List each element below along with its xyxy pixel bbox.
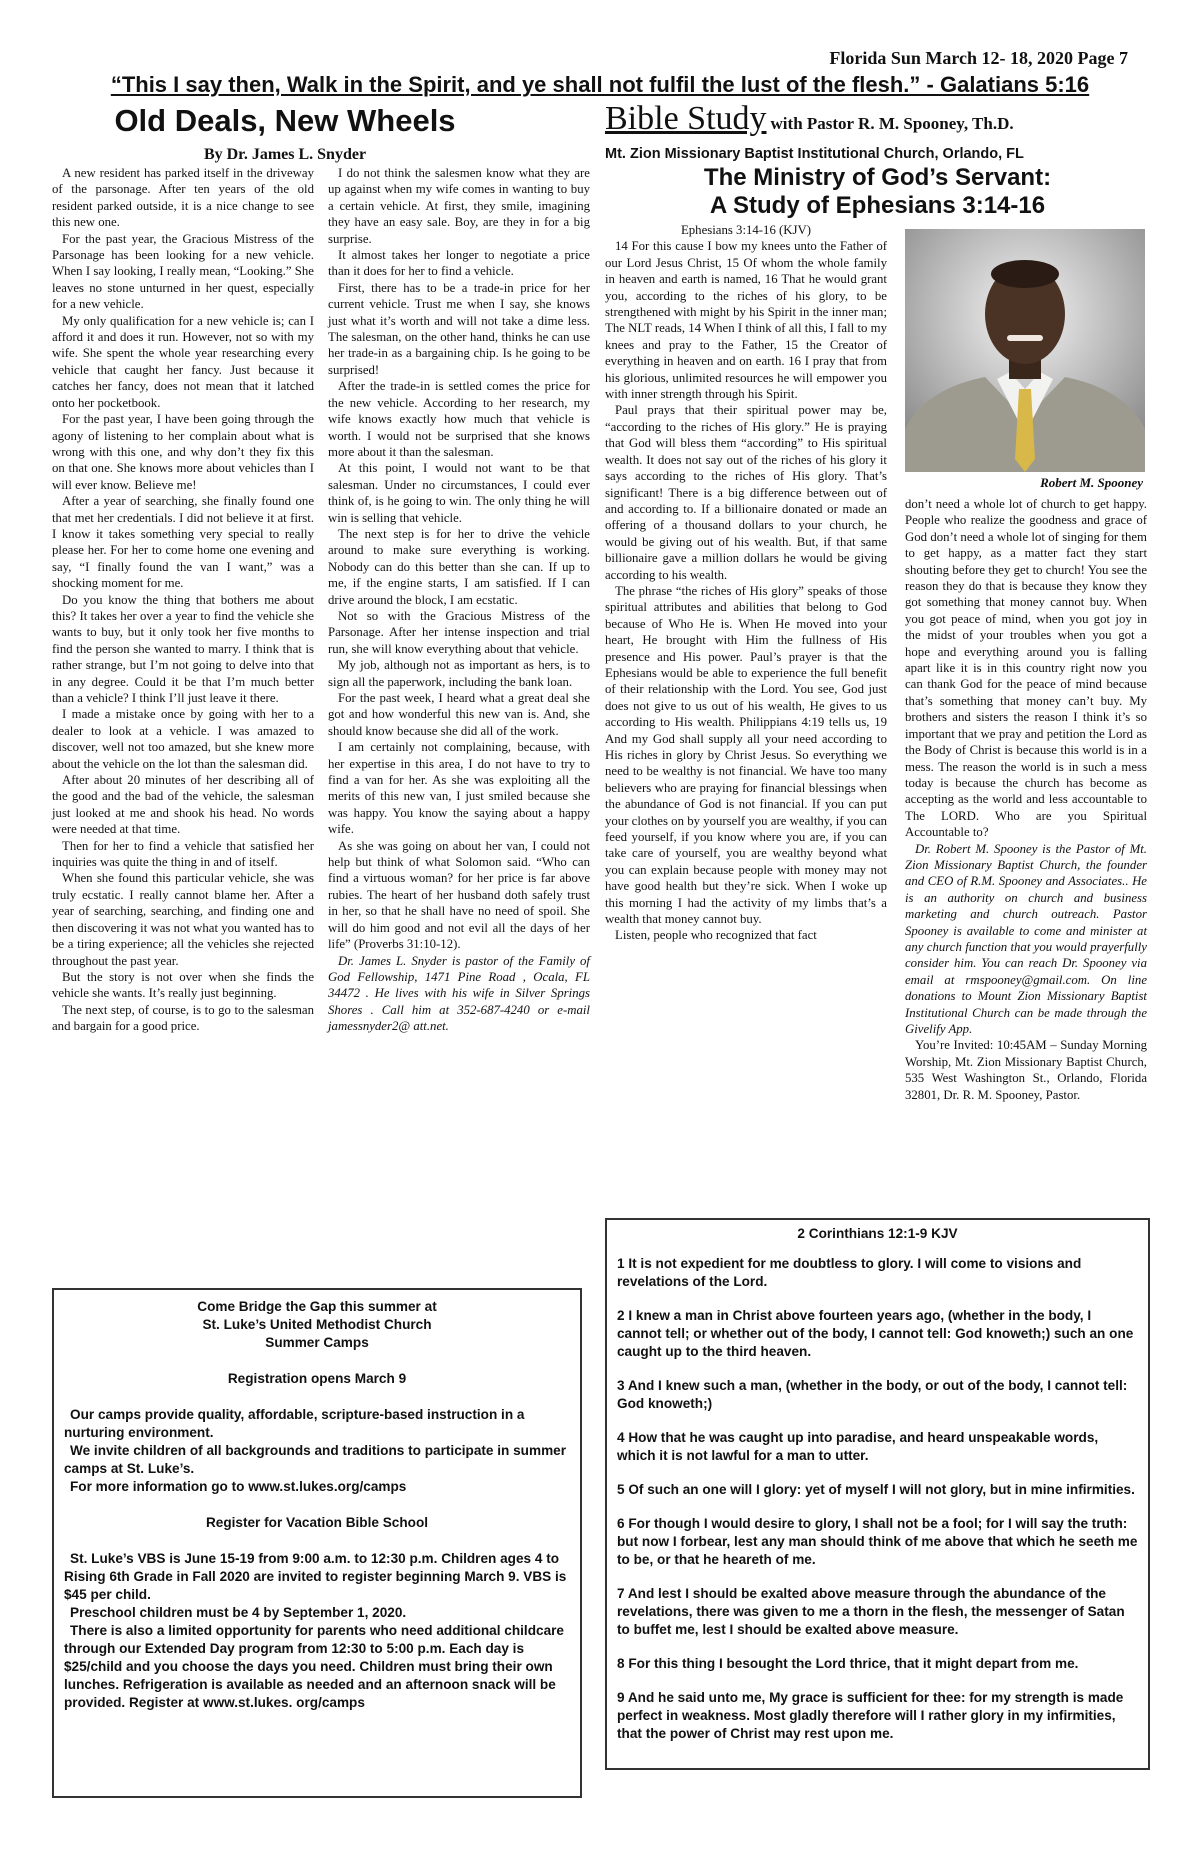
verse: 6 For though I would desire to glory, I shall not be a fool; for I will say the truth: but now I forbear, lest any man should think of me above that which he seeth me to be, or that he heareth of me. — [617, 1516, 1138, 1567]
camps-paragraph: Preschool children must be 4 by September 1, 2020. — [70, 1605, 407, 1620]
camps-paragraph: We invite children of all backgrounds and traditions to participate in summer camps at St. Luke’s. — [64, 1443, 567, 1476]
verse: 3 And I knew such a man, (whether in the body, or out of the body, I cannot tell: God knoweth;) — [617, 1378, 1128, 1411]
banner-quote: “This I say then, Walk in the Spirit, and ye shall not fulfil the lust of the flesh.” - Galatians 5:16 — [110, 72, 1090, 97]
paragraph: I do not think the salesmen know what they are up against when my wife comes in wanting to buy a certain vehicle. At first, they smile, imagining they have an easy sale. Boy, are they in for a big surprise. — [328, 166, 590, 246]
article1-column-1 — [52, 165, 314, 1035]
section-title: Bible Study — [605, 100, 767, 137]
camps-paragraph: St. Luke’s VBS is June 15-19 from 9:00 a.m. to 12:30 p.m. Children ages 4 to Rising 6th Grade in Fall 2020 are invited to register beginning March 9. VBS is $45 per child. — [64, 1551, 567, 1602]
camps-heading-1: Come Bridge the Gap this summer at — [197, 1299, 437, 1314]
verse: 8 For this thing I besought the Lord thrice, that it might depart from me. — [617, 1656, 1079, 1671]
corinthians-box — [605, 1218, 1150, 1770]
paragraph: After a year of searching, she finally found one that met her credentials. I did not believe it at first. I know it takes something very special to really please her. For her to come home one evening and say, “I finally found the van I want,” was a shocking moment for me. — [52, 494, 314, 591]
camps-paragraph: There is also a limited opportunity for parents who need additional childcare through our Extended Day program from 12:30 to 5:00 p.m. Each day is $25/child and you choose the days you need. Children must bring their own lunches. Refrigeration is available as needed and an afternoon snack will be provided. Register at www.st.lukes. org/camps — [64, 1623, 564, 1710]
summer-camps-box — [52, 1288, 582, 1798]
article-title-old-deals: Old Deals, New Wheels — [114, 103, 456, 138]
paragraph: The next step, of course, is to go to the salesman and bargain for a good price. — [52, 1002, 314, 1034]
camps-paragraph: Our camps provide quality, affordable, scripture-based instruction in a nurturing environment. — [64, 1407, 525, 1440]
paragraph: After the trade-in is settled comes the price for the new vehicle. According to her research, my wife knows exactly how much that vehicle is worth. I would not be surprised that she knows more about it than the salesman. — [328, 379, 590, 459]
paragraph: After about 20 minutes of her describing all of the good and the bad of the vehicle, the salesman just looked at me and shook his head. No words were needed at that time. — [52, 773, 314, 837]
paragraph: I made a mistake once by going with her to a dealer to look at a vehicle. I was amazed to discover, well not too amazed, but she knew more about the vehicle on the lot than the salesman did. — [52, 707, 314, 771]
article-title-ministry — [605, 164, 1150, 220]
section-subtitle: with Pastor R. M. Spooney, Th.D. — [770, 114, 1014, 133]
bible-study-header — [605, 100, 1014, 138]
registration-notice: Registration opens March 9 — [227, 1371, 407, 1386]
paragraph: The phrase “the riches of His glory” speaks of those spiritual attributes and abilities that belong to God because of Who He is. When He moved into your heart, He brought with Him the fullness of His presence and His power. Paul’s prayer is that the Ephesians would be able to experience the full benefit of their relationship with the Lord. You see, God just does not give to us out of his wealth, He gives to us according to His wealth. Philippians 4:19 tells us, 19 And my God shall supply all your need according to His riches in glory by Christ Jesus. So everything we need to be wealthy is not financial. We have too many believers who are praying for financial blessings when the abundance of God is not financial. If you can put your clothes on by yourself you are wealthy, if you can feed yourself, if you know where you are, if you can take care of yourself, you are wealthy beyond what you can explain because people with money may not have good health but they’re sick. When I woke up this morning I had the activity of my limbs that’s a wealth that money cannot buy. — [605, 583, 887, 927]
paragraph: My job, although not as important as hers, is to sign all the paperwork, including the bank loan. — [328, 658, 590, 689]
verse: 5 Of such an one will I glory: yet of myself I will not glory, but in mine infirmities. — [617, 1482, 1135, 1497]
scripture-reference: Ephesians 3:14-16 (KJV) — [680, 223, 812, 237]
verse: 9 And he said unto me, My grace is sufficient for thee: for my strength is made perfect in weakness. Most gladly therefore will I rather glory in my infirmities, that the power of Christ may rest upon me. — [617, 1690, 1124, 1741]
paragraph: Listen, people who recognized that fact — [615, 928, 817, 943]
paragraph: Then for her to find a vehicle that satisfied her inquiries was quite the thing in and of itself. — [52, 838, 314, 870]
verse: 2 I knew a man in Christ above fourteen years ago, (whether in the body, I cannot tell; or whether out of the body, I cannot tell: God knoweth;) such an one caught up to the third heaven. — [617, 1308, 1134, 1359]
church-name: Mt. Zion Missionary Baptist Institutional Church, Orlando, FL — [605, 146, 1024, 162]
corinthians-title: 2 Corinthians 12:1-9 KJV — [797, 1226, 958, 1241]
author-bio: Dr. James L. Snyder is pastor of the Family of God Fellowship, 1471 Pine Road , Ocala, FL 34472 . He lives with his wife in Silver Springs Shores . Call him at 352-687-4240 or e-mail jamessnyder2@ att.net. — [328, 953, 590, 1034]
camps-paragraph: For more information go to www.st.lukes.org/camps — [70, 1479, 407, 1494]
camps-heading-2: St. Luke’s United Methodist Church — [202, 1317, 432, 1332]
paragraph: don’t need a whole lot of church to get happy. People who realize the goodness and grace of God don’t need a whole lot of singing for them to get happy, as a matter fact they start shouting before they get to church! You see the reason they do that is because they know they got something that money cannot buy. When you got peace of mind, when you got joy in the midst of your troubles when you got a hope and everything around you is falling apart like it is in this country right now you can thank God for the peace of mind because that’s something that money can’t buy. My brothers and sisters the reason I think it’s so important that we pray and petition the Lord as the Body of Christ is because this world is in a mess. The reason the world is in such a mess today is because the church has become as accepting as the world and less accountable to The LORD. Who are you Spiritual Accountable to? — [905, 497, 1147, 840]
paragraph: But the story is not over when she finds the vehicle she wants. It’s really just beginning. — [52, 969, 314, 1001]
paragraph: When she found this particular vehicle, she was truly ecstatic. I really cannot blame her. After a year of searching, searching, and finding one and then discovering it was not what you wanted has to be a tiring experience; all the vehicles she rejected throughout the past year. — [52, 871, 314, 968]
article-byline: By Dr. James L. Snyder — [203, 146, 367, 163]
article1-column-2 — [328, 165, 590, 1035]
paragraph: Not so with the Gracious Mistress of the Parsonage. After her intense inspection and trial run, she will know everything about that vehicle. — [328, 608, 590, 656]
verse: 4 How that he was caught up into paradise, and heard unspeakable words, which it is not lawful for a man to utter. — [617, 1430, 1099, 1463]
article2-column-2 — [905, 496, 1147, 1103]
paragraph: The next step is for her to drive the vehicle around to make sure everything is working. Nobody can do this better than she can. If up to me, if the engine starts, I am satisfied. If I can drive around the block, I am ecstatic. — [328, 526, 590, 607]
camps-heading-3: Summer Camps — [265, 1335, 369, 1350]
paragraph: It almost takes her longer to negotiate a price than it does for her to find a vehicle. — [328, 248, 590, 279]
title-line-1: The Ministry of God’s Servant: — [703, 164, 1052, 191]
paragraph: For the past week, I heard what a great deal she got and how wonderful this new van is. And, she should know because she did all of the work. — [328, 691, 590, 738]
paragraph: My only qualification for a new vehicle is; can I afford it and does it run. However, not so with my wife. She spent the whole year researching every vehicle that caught her fancy. Just because it catches her fancy, does not mean that it latched onto her pocketbook. — [52, 313, 314, 410]
paragraph: For the past year, the Gracious Mistress of the Parsonage has been looking for a new vehicle. When I say looking, I really mean, “Looking.” She leaves no stone unturned in her quest, especially for a new vehicle. — [52, 231, 314, 312]
page-folio: Florida Sun March 12- 18, 2020 Page 7 — [829, 48, 1128, 68]
photo-caption: Robert M. Spooney — [1040, 475, 1143, 490]
paragraph: As she was going on about her van, I could not help but think of what Solomon said. “Who can find a virtuous woman? for her price is far above rubies. The heart of her husband doth safely trust in her, so that he shall have no need of spoil. She will do him good and not evil all the days of her life” (Proverbs 31:10-12). — [328, 838, 590, 952]
verse: 7 And lest I should be exalted above measure through the abundance of the revelations, there was given to me a thorn in the flesh, the messenger of Satan to buffet me, lest I should be exalted above measure. — [617, 1586, 1125, 1637]
paragraph: Paul prays that their spiritual power may be, “according to the riches of His glory.” He is praying that God will bless them “according” to His spiritual wealth. It does not say out of the riches of his glory it says according to the riches of His glory. That’s significant! There is a big difference between out of and according to. If a billionaire donated or made an offering of a thousand dollars to your church, he would be giving out of his wealth. But, if that same billionaire gave a million dollars he would be giving according to his wealth. — [605, 403, 887, 582]
paragraph: At this point, I would not want to be that salesman. Under no circumstances, I could ever think of, is he going to win. The only thing he will win is selling that vehicle. — [328, 461, 590, 525]
paragraph: 14 For this cause I bow my knees unto the Father of our Lord Jesus Christ, 15 Of whom the whole family in heaven and earth is named, 16 That he would grant you, according to the riches of his glory, to be strengthened with might by his Spirit in the inner man; The NLT reads, 14 When I think of all this, I fall to my knees and pray to the Father, 15 the Creator of everything in heaven and on earth. 16 I pray that from his glorious, unlimited resources he will empower you with inner strength through his Spirit. — [605, 239, 887, 402]
vbs-heading: Register for Vacation Bible School — [205, 1515, 429, 1530]
title-line-2: A Study of Ephesians 3:14-16 — [709, 192, 1046, 219]
pastor-photo — [905, 229, 1145, 472]
paragraph: First, there has to be a trade-in price for her current vehicle. Trust me when I say, she knows just what it’s worth and will not take a dime less. The salesman, on the other hand, thinks he can use her trade-in as a bargaining chip. Is he going to be surprised! — [328, 280, 590, 377]
verse: 1 It is not expedient for me doubtless to glory. I will come to visions and revelations of the Lord. — [617, 1256, 1082, 1289]
paragraph: For the past year, I have been going through the agony of listening to her complain about what is wrong with this one, and why don’t they fix this on that one. She knows more about vehicles than I will ever know. Believe me! — [52, 412, 314, 492]
paragraph: Do you know the thing that bothers me about this? It takes her over a year to find the vehicle she wants to buy, but it only took her five months to find the person she wanted to marry. I think that is rather strange, but I’m not going to delve into that in any degree. Could it be that I’m much better than a vehicle? I think I’ll just leave it there. — [52, 592, 314, 705]
portrait-image — [905, 229, 1145, 472]
paragraph: A new resident has parked itself in the driveway of the parsonage. After ten years of the old resident parked outside, it is a nice change to see this new one. — [52, 166, 314, 230]
article2-column-1 — [605, 222, 887, 944]
paragraph: I am certainly not complaining, because, with her expertise in this area, I do not have to try to find a van for her. As she was exploiting all the merits of this new van, I just smiled because she was happy. You know the saying about a happy wife. — [328, 740, 590, 837]
service-invite: You’re Invited: 10:45AM – Sunday Morning Worship, Mt. Zion Missionary Baptist Church, 535 West Washington St., Orlando, Florida 32801, Dr. R. M. Spooney, Pastor. — [905, 1038, 1147, 1102]
author-bio: Dr. Robert M. Spooney is the Pastor of Mt. Zion Missionary Baptist Church, the founder and CEO of R.M. Spooney and Associates.. He is an authority on church and business marketing and church outreach. Pastor Spooney is available to come and minister at any church function that you would prayerfully consider him. You can reach Dr. Spooney via email at rmspooney@gmail.com. On line donations to Mount Zion Missionary Baptist Institutional Church can be made through the Givelify App. — [905, 841, 1147, 1036]
